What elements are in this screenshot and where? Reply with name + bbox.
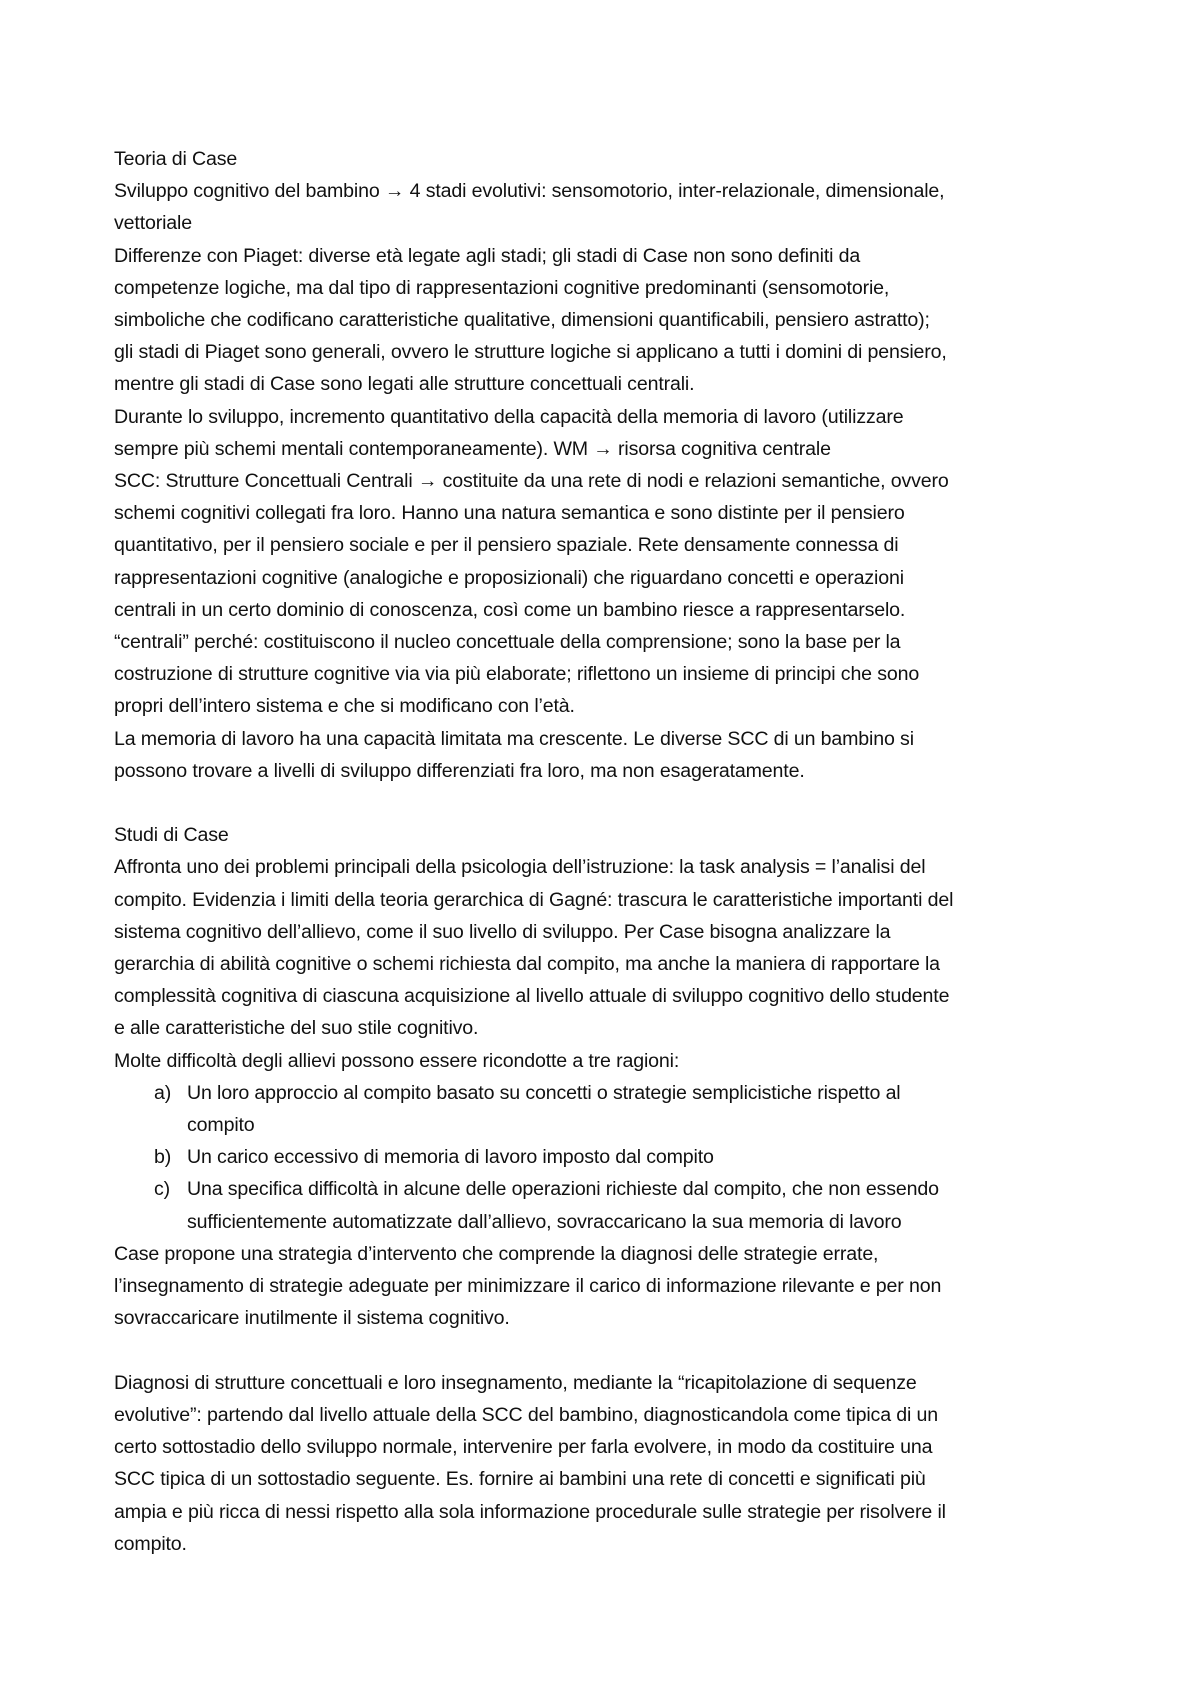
- list-item-a: [114, 1077, 1104, 1141]
- text-line: complessità cognitiva di ciascuna acquisizione al livello attuale di sviluppo cognitivo dello studente: [114, 985, 950, 1008]
- text-line: “centrali” perché: costituiscono il nucleo concettuale della comprensione; sono la base per la: [114, 631, 901, 654]
- text-line: propri dell’intero sistema e che si modificano con l’età.: [114, 695, 575, 718]
- text-line: possono trovare a livelli di sviluppo differenziati fra loro, ma non esageratamente.: [114, 759, 805, 782]
- text-line: SCC tipica di un sottostadio seguente. Es. fornire ai bambini una rete di concetti e significati più: [114, 1468, 926, 1491]
- section-diagnosi: [114, 1367, 1104, 1560]
- text-line: evolutive”: partendo dal livello attuale della SCC del bambino, diagnosticandola come tipica di un: [114, 1403, 938, 1426]
- paragraph-gap: [114, 1335, 1104, 1367]
- text-line: Affronta uno dei problemi principali della psicologia dell’istruzione: la task analysis = l’analisi del: [114, 856, 926, 879]
- text-line: Molte difficoltà degli allievi possono essere ricondotte a tre ragioni:: [114, 1049, 680, 1072]
- list-marker: a): [154, 1081, 172, 1104]
- text-line: rappresentazioni cognitive (analogiche e proposizionali) che riguardano concetti e operazioni: [114, 566, 904, 589]
- text-line: certo sottostadio dello sviluppo normale, intervenire per farla evolvere, in modo da costituire una: [114, 1436, 933, 1459]
- text-line: costruzione di strutture cognitive via via più elaborate; riflettono un insieme di principi che sono: [114, 663, 920, 686]
- text-line: sovraccaricare inutilmente il sistema cognitivo.: [114, 1307, 510, 1330]
- list-marker: c): [154, 1178, 171, 1201]
- list-item-text: Una specifica difficoltà in alcune delle operazioni richieste dal compito, che non essendo: [187, 1178, 939, 1201]
- list-item-b: [114, 1141, 1104, 1173]
- text-line: Durante lo sviluppo, incremento quantitativo della capacità della memoria di lavoro (utilizzare: [114, 405, 904, 428]
- list-item-c: [114, 1173, 1104, 1237]
- text-line: centrali in un certo dominio di conoscenza, così come un bambino riesce a rappresentarselo.: [114, 598, 906, 621]
- reasons-list: [114, 1077, 1104, 1238]
- text-line: vettoriale: [114, 212, 193, 235]
- text-line: Differenze con Piaget: diverse età legate agli stadi; gli stadi di Case non sono definiti da: [114, 244, 861, 267]
- section-studi: [114, 819, 1104, 1334]
- text-line: e alle caratteristiche del suo stile cognitivo.: [114, 1017, 479, 1040]
- list-item-text: compito: [187, 1114, 255, 1137]
- text-line: sistema cognitivo dell’allievo, come il suo livello di sviluppo. Per Case bisogna analizzare la: [114, 920, 891, 943]
- section-heading-studi: Studi di Case: [114, 824, 229, 847]
- list-item-text: sufficientemente automatizzate dall’allievo, sovraccaricano la sua memoria di lavoro: [187, 1210, 902, 1233]
- text-line: compito.: [114, 1532, 187, 1555]
- text-line: ampia e più ricca di nessi rispetto alla sola informazione procedurale sulle strategie per risolvere il: [114, 1500, 946, 1523]
- document-page: [114, 143, 1104, 1560]
- text-line: Diagnosi di strutture concettuali e loro insegnamento, mediante la “ricapitolazione di sequenze: [114, 1371, 917, 1394]
- text-line: compito. Evidenzia i limiti della teoria gerarchica di Gagné: trascura le caratteristiche importanti del: [114, 888, 954, 911]
- text-line: SCC: Strutture Concettuali Centrali → costituite da una rete di nodi e relazioni semantiche, ovvero: [114, 470, 949, 493]
- section-teoria: [114, 143, 1104, 787]
- text-line: schemi cognitivi collegati fra loro. Hanno una natura semantica e sono distinte per il pensiero: [114, 502, 905, 525]
- list-item-text: Un carico eccessivo di memoria di lavoro imposto dal compito: [187, 1146, 714, 1169]
- text-line: mentre gli stadi di Case sono legati alle strutture concettuali centrali.: [114, 373, 695, 396]
- text-line: gerarchia di abilità cognitive o schemi richiesta dal compito, ma anche la maniera di rapportare la: [114, 953, 940, 976]
- paragraph-gap: [114, 787, 1104, 819]
- text-line: Case propone una strategia d’intervento che comprende la diagnosi delle strategie errate,: [114, 1242, 879, 1265]
- text-line: Sviluppo cognitivo del bambino → 4 stadi evolutivi: sensomotorio, inter-relazionale, dimensionale,: [114, 180, 945, 203]
- text-line: competenze logiche, ma dal tipo di rappresentazioni cognitive predominanti (sensomotorie,: [114, 276, 890, 299]
- list-item-text: Un loro approccio al compito basato su concetti o strategie semplicistiche rispetto al: [187, 1081, 901, 1104]
- text-line: La memoria di lavoro ha una capacità limitata ma crescente. Le diverse SCC di un bambino si: [114, 727, 914, 750]
- section-heading-teoria: Teoria di Case: [114, 148, 238, 170]
- text-line: sempre più schemi mentali contemporaneamente). WM → risorsa cognitiva centrale: [114, 437, 831, 460]
- text-line: simboliche che codificano caratteristiche qualitative, dimensioni quantificabili, pensiero astratto);: [114, 309, 930, 332]
- list-marker: b): [154, 1146, 172, 1169]
- text-line: l’insegnamento di strategie adeguate per minimizzare il carico di informazione rilevante e per non: [114, 1275, 942, 1298]
- text-line: gli stadi di Piaget sono generali, ovvero le strutture logiche si applicano a tutti i domini di pensiero,: [114, 341, 947, 364]
- text-line: quantitativo, per il pensiero sociale e per il pensiero spaziale. Rete densamente connessa di: [114, 534, 899, 557]
